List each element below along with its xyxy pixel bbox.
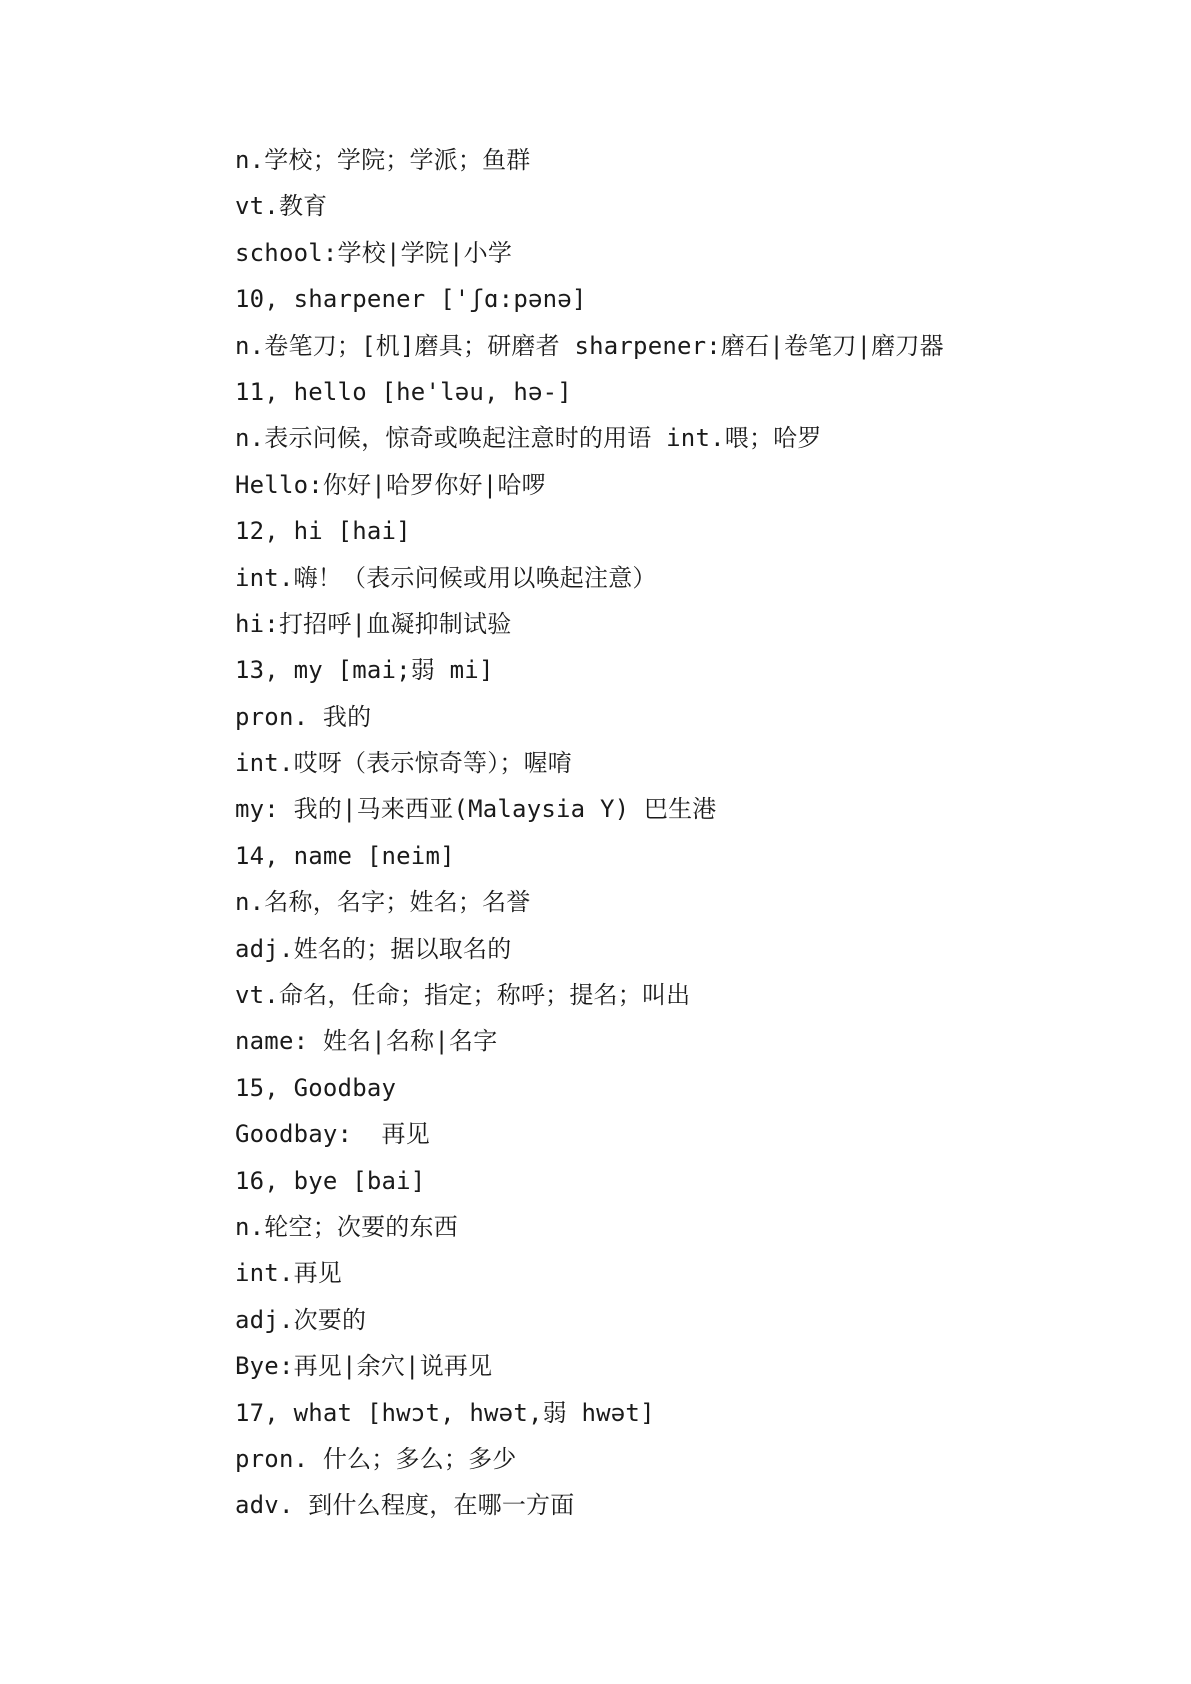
text-line-27: Bye:再见|余穴|说再见	[235, 1352, 493, 1381]
text-line-1: n.学校；学院；学派；鱼群	[235, 146, 531, 174]
text-line-29: pron. 什么；多么；多少	[235, 1444, 517, 1473]
text-line-28: 17, what [hwɔt, hwət,弱 hwət]	[235, 1398, 655, 1427]
text-line-7: n.表示问候，惊奇或唤起注意时的用语 int.喂；哈罗	[235, 424, 822, 453]
text-line-14: int.哎呀（表示惊奇等）；喔唷	[235, 749, 572, 778]
text-line-8: Hello:你好|哈罗你好|哈啰	[235, 470, 546, 499]
text-line-2: vt.教育	[235, 192, 328, 221]
text-line-22: Goodbay: 再见	[235, 1120, 430, 1149]
text-line-24: n.轮空；次要的东西	[235, 1212, 458, 1241]
text-line-13: pron. 我的	[235, 702, 372, 731]
text-line-5: n.卷笔刀；[机]磨具；研磨者 sharpener:磨石|卷笔刀|磨刀器	[235, 331, 944, 360]
text-line-4: 10, sharpener ['ʃɑ:pənə]	[235, 285, 587, 314]
text-line-12: 13, my [mai;弱 mi]	[235, 656, 494, 685]
text-line-20: name: 姓名|名称|名字	[235, 1027, 498, 1056]
text-line-15: my: 我的|马来西亚(Malaysia Y) 巴生港	[235, 795, 717, 824]
text-line-17: n.名称，名字；姓名；名誉	[235, 888, 531, 917]
text-line-9: 12, hi [hai]	[235, 517, 411, 546]
text-line-25: int.再见	[235, 1259, 342, 1288]
text-line-19: vt.命名，任命；指定；称呼；提名；叫出	[235, 981, 691, 1010]
text-line-16: 14, name [neim]	[235, 841, 455, 870]
text-line-18: adj.姓名的；据以取名的	[235, 934, 512, 963]
text-line-11: hi:打招呼|血凝抑制试验	[235, 609, 512, 638]
text-line-6: 11, hello [he'ləu, hə-]	[235, 377, 572, 406]
text-line-23: 16, bye [bai]	[235, 1166, 426, 1195]
text-line-26: adj.次要的	[235, 1305, 367, 1334]
text-line-10: int.嗨！（表示问候或用以唤起注意）	[235, 563, 657, 592]
document-page	[235, 137, 1115, 1529]
text-line-30: adv. 到什么程度，在哪一方面	[235, 1491, 575, 1520]
text-line-21: 15, Goodbay	[235, 1073, 397, 1102]
text-line-3: school:学校|学院|小学	[235, 238, 513, 267]
